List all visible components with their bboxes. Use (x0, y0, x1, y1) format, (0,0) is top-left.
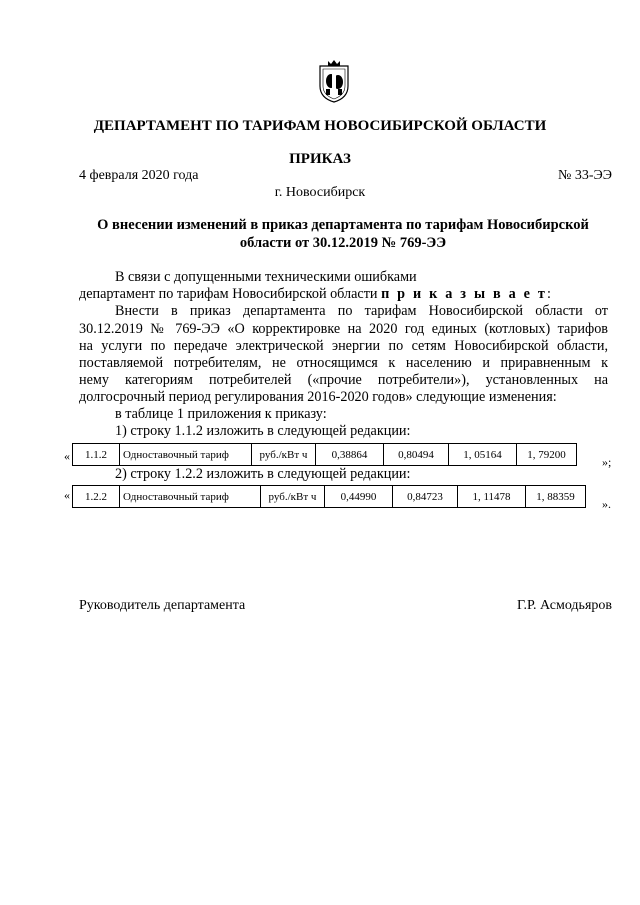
table-cell-value: 1, 05164 (449, 444, 517, 466)
table-cell-value: 0,44990 (325, 486, 393, 508)
table-cell-value: 0,38864 (316, 444, 384, 466)
order-date: 4 февраля 2020 года (79, 168, 199, 183)
body-line: Внести в приказ департамента по тарифам Новосибирской области от (115, 303, 608, 319)
body-text: : (547, 286, 551, 302)
table-cell-value: 1, 88359 (526, 486, 586, 508)
subject-line-1: О внесении изменений в приказ департамента по тарифам Новосибирской (97, 217, 589, 233)
body-line: 30.12.2019 № 769-ЭЭ «О корректировке на 2020 год единых (котловых) тарифов (79, 321, 608, 337)
open-quote: « (64, 488, 70, 502)
table-cell-value: 1, 79200 (517, 444, 577, 466)
table-cell-unit: руб./кВт ч (261, 486, 325, 508)
table-cell-name: Одноставочный тариф (120, 444, 252, 466)
orders-word: п р и к а з ы в а е т (381, 286, 548, 302)
subject-line-2: области от 30.12.2019 № 769-ЭЭ (239, 235, 447, 251)
table-cell-name: Одноставочный тариф (120, 486, 261, 508)
tariff-table-2 (72, 485, 586, 508)
order-title: ПРИКАЗ (289, 151, 351, 167)
table-row (73, 486, 586, 508)
body-line: 2) строку 1.2.2 изложить в следующей редакции: (115, 466, 411, 482)
signatory-position: Руководитель департамента (79, 598, 246, 613)
department-title: ДЕПАРТАМЕНТ ПО ТАРИФАМ НОВОСИБИРСКОЙ ОБЛАСТИ (93, 118, 547, 134)
body-text: департамент по тарифам Новосибирской области (79, 286, 382, 302)
order-number: № 33-ЭЭ (557, 168, 612, 183)
body-line: В связи с допущенными техническими ошибками (115, 269, 417, 285)
body-line: на услуги по передаче электрической энергии по сетям Новосибирской области, (79, 338, 608, 354)
body-line (79, 286, 551, 303)
table-cell-unit: руб./кВт ч (252, 444, 316, 466)
open-quote: « (64, 449, 70, 463)
table-cell-code: 1.2.2 (73, 486, 120, 508)
body-line: долгосрочный период регулирования 2016-2020 годов» следующие изменения: (79, 389, 557, 405)
order-city: г. Новосибирск (274, 185, 366, 200)
tariff-table-1 (72, 443, 577, 466)
table-cell-code: 1.1.2 (73, 444, 120, 466)
body-line: в таблице 1 приложения к приказу: (115, 406, 327, 422)
table-cell-value: 0,84723 (393, 486, 458, 508)
body-line: нему категориям потребителей («прочие потребители»), установленных на (79, 372, 608, 388)
table-cell-value: 1, 11478 (458, 486, 526, 508)
table-row (73, 444, 577, 466)
close-quote: »; (602, 455, 612, 469)
order-subject (78, 216, 608, 252)
body-line: 1) строку 1.1.2 изложить в следующей редакции: (115, 423, 411, 439)
signatory-name: Г.Р. Асмодьяров (516, 598, 612, 613)
close-quote: ». (602, 497, 611, 511)
body-line: поставляемой потребителям, не относящимся к населению и приравненным к (79, 355, 608, 371)
table-cell-value: 0,80494 (384, 444, 449, 466)
coat-of-arms-emblem (317, 60, 351, 104)
